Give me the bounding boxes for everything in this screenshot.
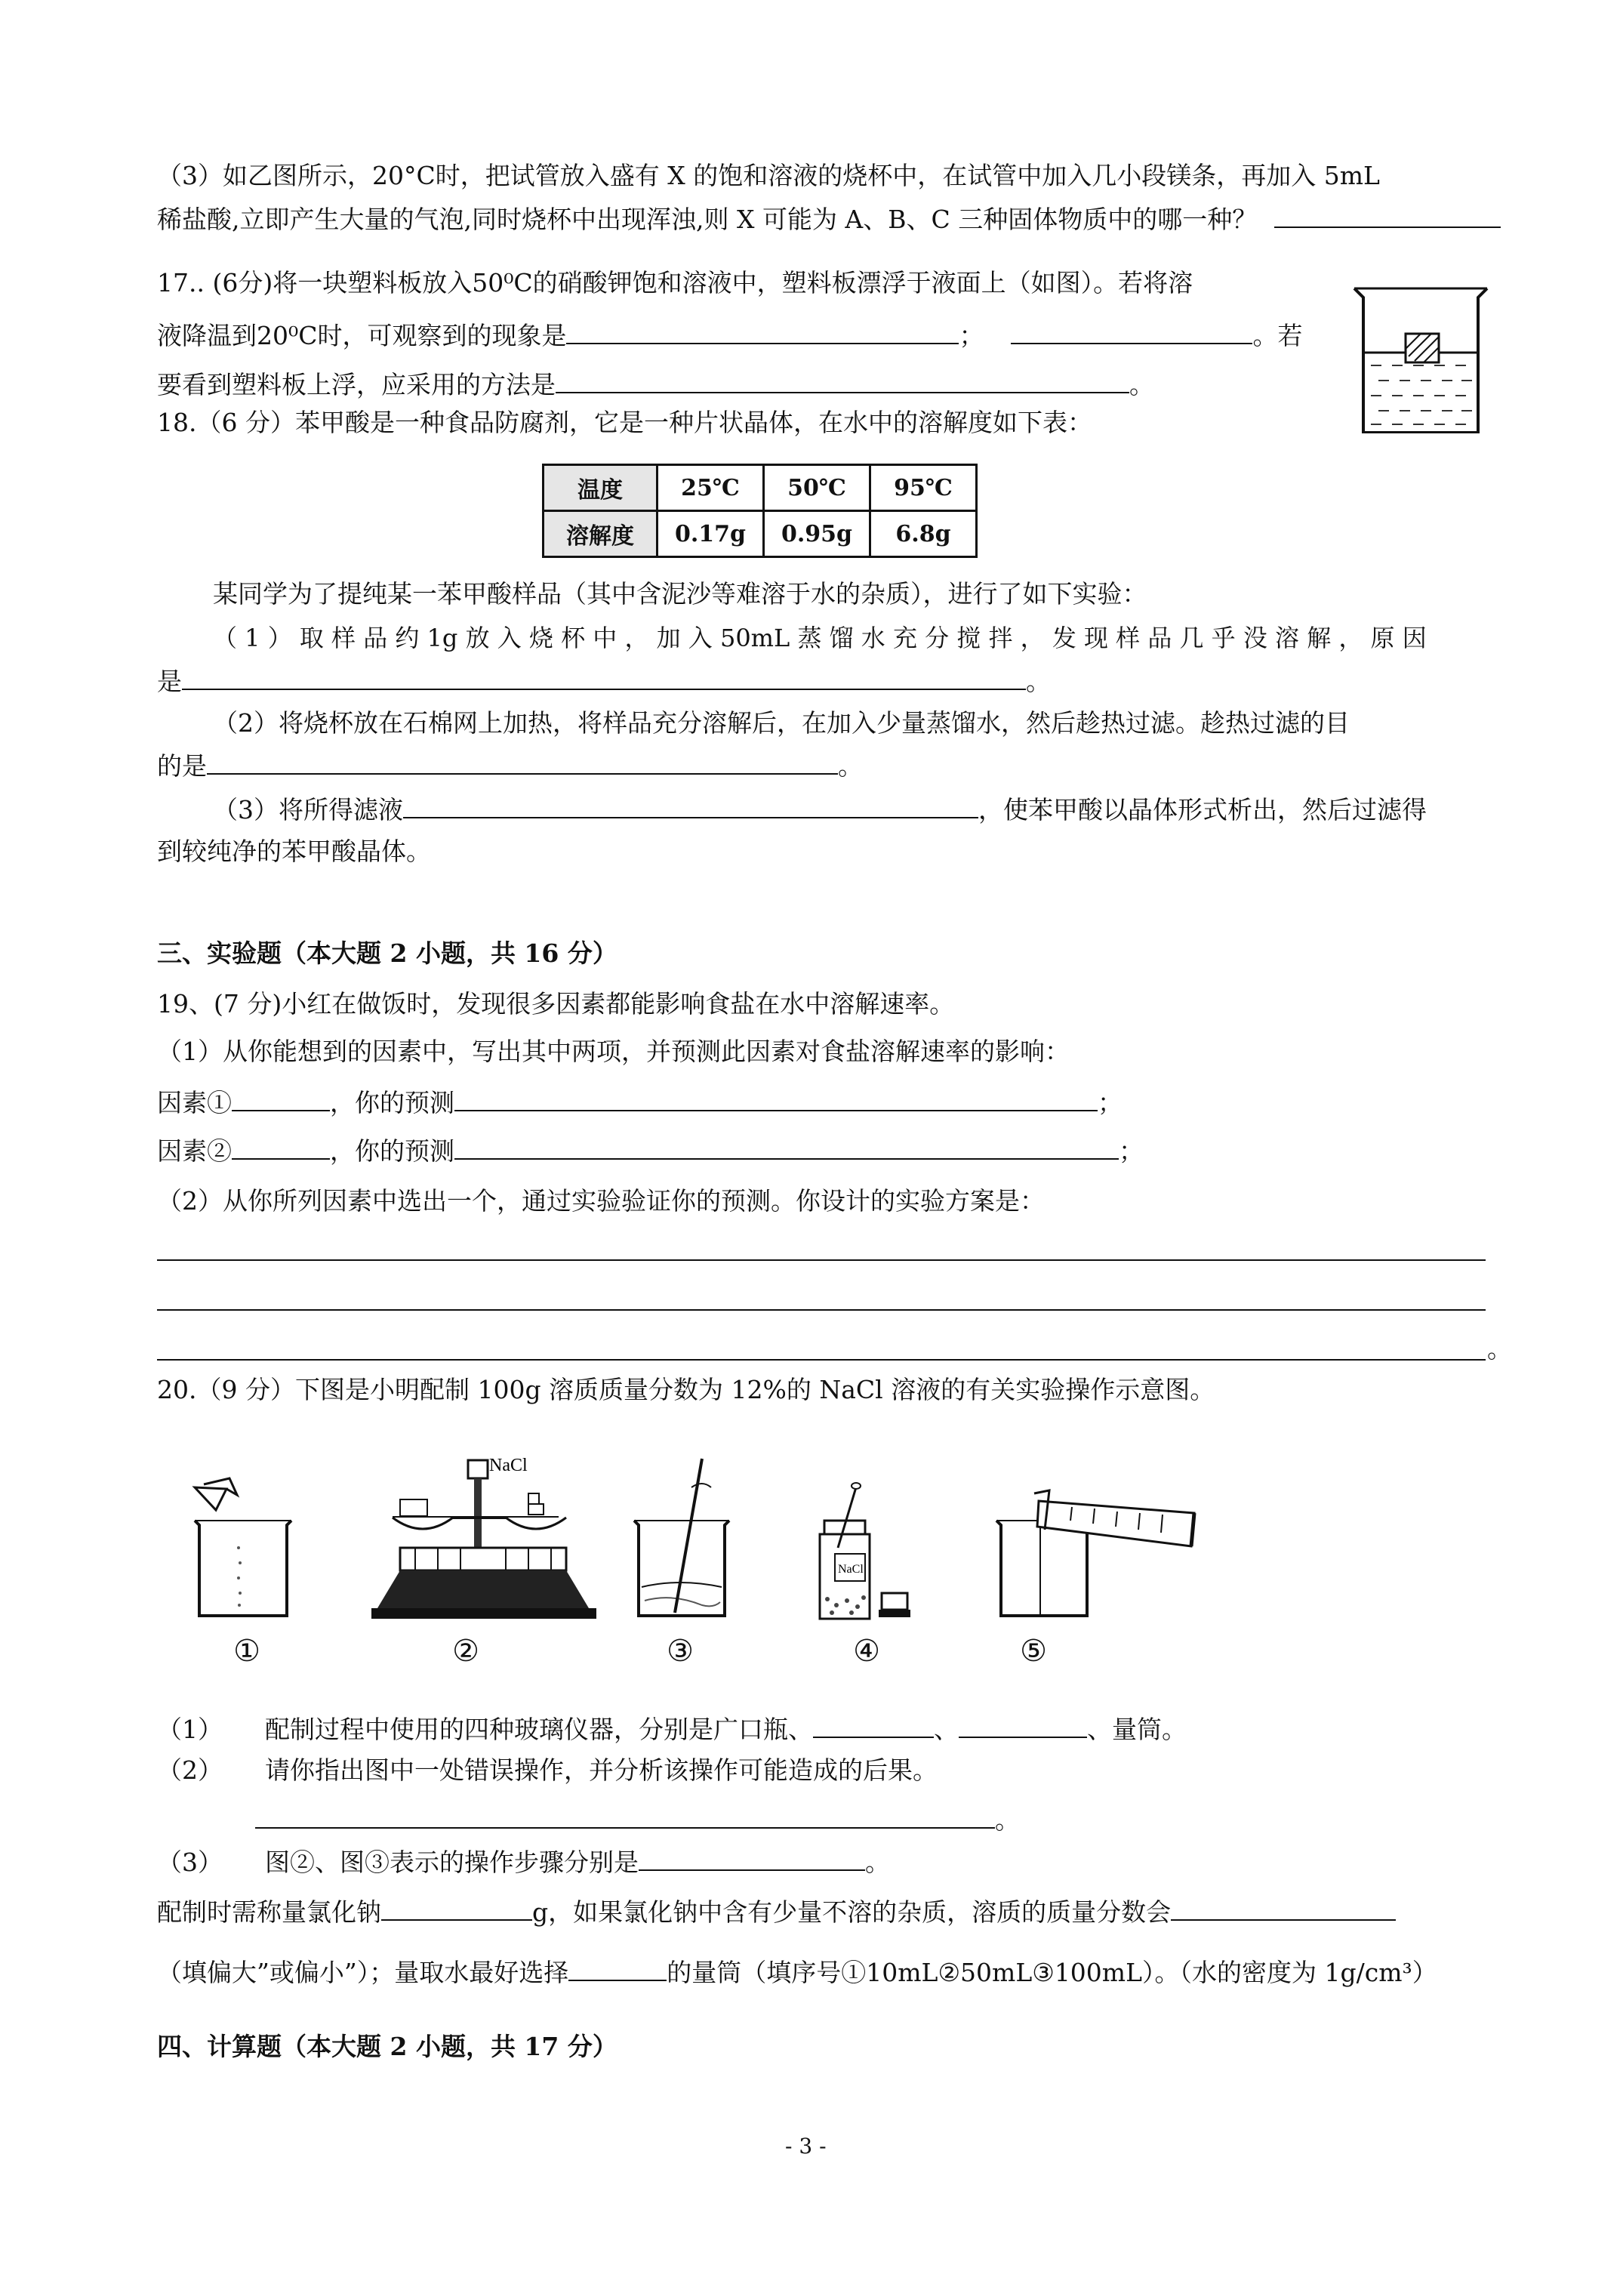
q18-p3-text: （3）将所得滤液	[213, 795, 403, 824]
q17-line2-text: 液降温到20⁰C时，可观察到的现象是	[157, 321, 567, 350]
q17-phenomenon-blank1[interactable]	[566, 317, 959, 344]
q19-plan-line2[interactable]	[157, 1309, 1486, 1311]
q20-p2-end: 。	[995, 1805, 1020, 1835]
q19-factor1-line	[157, 1084, 1123, 1120]
q16-3-answer-blank[interactable]	[1274, 201, 1501, 228]
q19-prediction1-blank[interactable]	[454, 1084, 1098, 1111]
q19-p1: （1）从你能想到的因素中，写出其中两项，并预测此因素对食盐溶解速率的影响：	[157, 1037, 1070, 1066]
q19-prediction2-blank[interactable]	[454, 1133, 1119, 1160]
beaker-plastic-board-figure	[1348, 281, 1492, 443]
q16-3-line2	[157, 201, 1501, 237]
q20-fraction-blank[interactable]	[1171, 1894, 1396, 1921]
q18-line1: 18.（6 分）苯甲酸是一种食品防腐剂，它是一种片状晶体，在水中的溶解度如下表：	[157, 408, 1092, 437]
q20-l5-text2: 的量筒（填序号①10mL②50mL③100mL）。（水的密度为 1g/cm³）	[667, 1958, 1437, 1987]
q16-3-line1: （3）如乙图所示，20°C时，把试管放入盛有 X 的饱和溶液的烧杯中，在试管中加入几小段镁条，再加入 5mL	[157, 161, 1380, 190]
q20-mass-blank[interactable]	[381, 1894, 532, 1921]
q19-factor2-label: 因素②	[157, 1136, 232, 1166]
fig-label-3: ③	[667, 1634, 694, 1669]
q18-reason-blank[interactable]	[182, 663, 1026, 690]
fig2-nacl-label: NaCl	[489, 1457, 528, 1475]
q19-plan-line1[interactable]	[157, 1259, 1486, 1261]
q19-end: 。	[1487, 1334, 1512, 1364]
q18-p2-line2	[157, 747, 863, 784]
q18-p2-line1: （2）将烧杯放在石棉网上加热，将样品充分溶解后，在加入少量蒸馏水，然后趁热过滤。趁热过滤的目	[213, 708, 1350, 738]
q20-p2-num: （2）	[157, 1755, 223, 1785]
solubility-table	[542, 464, 978, 558]
fig-label-2: ②	[452, 1634, 479, 1669]
fig-label-1: ①	[233, 1634, 260, 1669]
q17-line3-text: 要看到塑料板上浮，应采用的方法是	[157, 370, 556, 399]
q18-filtrate-blank[interactable]	[403, 791, 978, 818]
q18-purpose-blank[interactable]	[207, 747, 838, 775]
q20-line1: 20.（9 分）下图是小明配制 100g 溶质质量分数为 12%的 NaCl 溶液的有关实验操作示意图。	[157, 1375, 1215, 1404]
q20-p2	[157, 1753, 938, 1788]
q17-line2	[157, 317, 1302, 353]
q20-l5-text: （填偏大”或偏小”）；量取水最好选择	[157, 1958, 569, 1987]
q20-p2-text: 请你指出图中一处错误操作，并分析该操作可能造成的后果。	[265, 1755, 938, 1785]
q19-p2: （2）从你所列因素中选出一个，通过实验验证你的预测。你设计的实验方案是：	[157, 1186, 1045, 1216]
q20-error-blank[interactable]	[255, 1801, 995, 1829]
q20-p1-sep: 、	[934, 1715, 959, 1744]
fig4-nacl-label: NaCl	[838, 1563, 864, 1576]
q20-steps-blank[interactable]	[639, 1844, 865, 1871]
q20-p3-end: 。	[865, 1848, 890, 1877]
q20-p3-text: 图②、图③表示的操作步骤分别是	[265, 1848, 639, 1877]
q20-l4-text2: g，如果氯化钠中含有少量不溶的杂质，溶质的质量分数会	[532, 1897, 1172, 1927]
plastic-board	[1406, 334, 1439, 362]
q17-line3-end: 。	[1129, 370, 1154, 399]
q20-operation-figures	[174, 1457, 1230, 1653]
q19-factor2-blank[interactable]	[232, 1133, 330, 1160]
q18-p3-line1	[213, 791, 1427, 827]
table-cell: 温度	[544, 465, 658, 511]
q20-l4-text: 配制时需称量氯化钠	[157, 1897, 381, 1927]
table-cell: 95℃	[870, 465, 977, 511]
section3-title: 三、实验题（本大题 2 小题，共 16 分）	[157, 938, 617, 968]
q17-line2-end: 。若	[1252, 321, 1303, 350]
table-row	[544, 511, 977, 557]
q18-p3-text2: ，使苯甲酸以晶体形式析出，然后过滤得	[978, 795, 1427, 824]
page-number: - 3 -	[785, 2134, 827, 2159]
q20-p1-num: （1）	[157, 1715, 223, 1744]
fig1-beaker-pouring	[195, 1478, 291, 1616]
table-cell: 溶解度	[544, 511, 658, 557]
q18-p1-line1: （ 1 ） 取 样 品 约 1g 放 入 烧 杯 中 ， 加 入 50mL 蒸 馏 水 充 分 搅 拌 ， 发 现 样 品 几 乎 没 溶 解 ， 原 因	[213, 624, 1427, 652]
q18-intro: 某同学为了提纯某一苯甲酸样品（其中含泥沙等难溶于水的杂质），进行了如下实验：	[213, 579, 1147, 609]
q17-line1: 17.. (6分)将一块塑料板放入50⁰C的硝酸钾饱和溶液中，塑料板漂浮于液面上（如图）。若将溶	[157, 268, 1193, 297]
q18-p3-line2: 到较纯净的苯甲酸晶体。	[157, 837, 431, 866]
q19-factor1-label: 因素①	[157, 1088, 232, 1117]
q19-factor2-end: ；	[1119, 1136, 1144, 1166]
solubility-table-wrap	[542, 464, 978, 558]
q20-line5	[157, 1954, 1437, 1990]
fig3-beaker-stirring	[634, 1459, 729, 1616]
q18-p1-shi: 是	[157, 667, 182, 696]
fig-label-4: ④	[853, 1634, 880, 1669]
q20-p1	[157, 1711, 1187, 1747]
q20-p1-text: 配制过程中使用的四种玻璃仪器，分别是广口瓶、	[265, 1715, 813, 1744]
q20-p3-num: （3）	[157, 1848, 223, 1877]
q17-method-blank[interactable]	[556, 366, 1129, 393]
fig4-reagent-bottle	[820, 1483, 910, 1619]
q17-semicolon: ；	[959, 321, 984, 350]
q19-line1: 19、(7 分)小红在做饭时，发现很多因素都能影响食盐在水中溶解速率。	[157, 989, 955, 1019]
q20-instrument-blank2[interactable]	[959, 1711, 1087, 1738]
q19-prediction2-label: ，你的预测	[330, 1136, 454, 1166]
table-cell: 0.17g	[658, 511, 764, 557]
q19-plan-line3[interactable]	[157, 1359, 1486, 1361]
q20-p3	[157, 1844, 890, 1880]
q20-cylinder-blank[interactable]	[568, 1954, 667, 1981]
q20-line4	[157, 1894, 1396, 1930]
q16-3-line2-text: 稀盐酸,立即产生大量的气泡,同时烧杯中出现浑浊,则 X 可能为 A、B、C 三种固体物质中的哪一种？	[157, 205, 1258, 234]
table-row	[544, 465, 977, 511]
q18-p1-end: 。	[1026, 667, 1051, 696]
table-cell: 6.8g	[870, 511, 977, 557]
q20-instrument-blank1[interactable]	[813, 1711, 934, 1738]
q20-p2-answer	[255, 1801, 1020, 1838]
q18-p2-end: 。	[838, 751, 863, 781]
q20-p1-end: 、量筒。	[1087, 1715, 1187, 1744]
q19-factor1-blank[interactable]	[232, 1084, 330, 1111]
q18-p1-line2	[157, 663, 1051, 699]
q18-p2-deshi: 的是	[157, 751, 207, 781]
q19-factor2-line	[157, 1133, 1144, 1169]
table-cell: 50℃	[764, 465, 870, 511]
fig5-beaker-cylinder	[996, 1490, 1194, 1616]
table-cell: 0.95g	[764, 511, 870, 557]
q17-phenomenon-blank2[interactable]	[1011, 317, 1252, 344]
fig2-balance	[371, 1460, 596, 1619]
q19-factor1-end: ；	[1098, 1088, 1123, 1117]
q19-prediction1-label: ，你的预测	[330, 1088, 454, 1117]
fig-label-5: ⑤	[1020, 1634, 1047, 1669]
table-cell: 25℃	[658, 465, 764, 511]
section4-title: 四、计算题（本大题 2 小题，共 17 分）	[157, 2032, 617, 2061]
q17-line3	[157, 366, 1154, 402]
